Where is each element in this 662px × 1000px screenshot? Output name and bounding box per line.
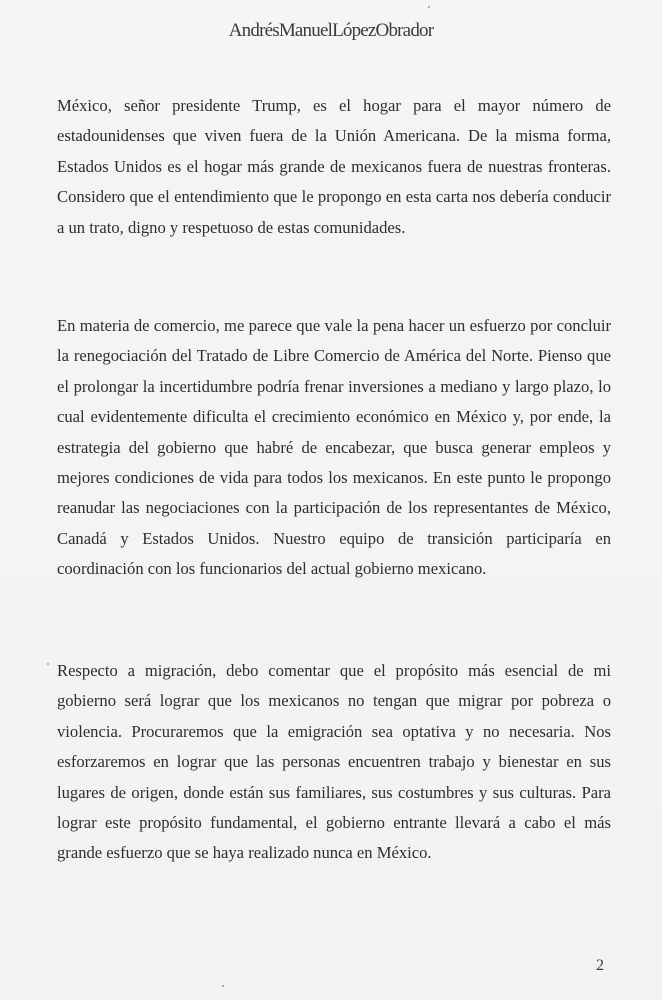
scan-speck — [428, 6, 430, 8]
page-number: 2 — [596, 957, 604, 974]
scan-speck — [47, 663, 49, 665]
page-header-author: AndrésManuelLópezObrador — [228, 20, 434, 41]
paragraph-intro: México, señor presidente Trump, es el hogar para el mayor número de estadounidenses que viven fuera de la Unión Americana. De la misma forma, Estados Unidos es el hogar más grande de mexicanos fuera de nuestras fronteras. Considero que el entendimiento que le propongo en esta carta nos debería conducir a un trato, digno y respetuoso de estas comunidades. — [57, 96, 611, 237]
paragraph-migration: Respecto a migración, debo comentar que el propósito más esencial de mi gobierno será lograr que los mexicanos no tengan que migrar por pobreza o violencia. Procuraremos que la emigración sea optativa y no necesaria. Nos esforzaremos en lograr que las personas encuentren trabajo y bienestar en sus lugares de origen, donde están sus familiares, sus costumbres y sus culturas. Para lograr este propósito fundamental, el gobierno entrante llevará a cabo el más grande esfuerzo que se haya realizado nunca en México. — [57, 661, 611, 863]
scan-speck — [222, 985, 224, 987]
paragraph-commerce: En materia de comercio, me parece que vale la pena hacer un esfuerzo por concluir la renegociación del Tratado de Libre Comercio de América del Norte. Pienso que el prolongar la incertidumbre podría frenar inversiones a mediano y largo plazo, lo cual evidentemente dificulta el crecimiento económico en México y, por ende, la estrategia del gobierno que habré de encabezar, que busca generar empleos y mejores condiciones de vida para todos los mexicanos. En este punto le propongo reanudar las negociaciones con la participación de los representantes de México, Canadá y Estados Unidos. Nuestro equipo de transición participaría en coordinación con los funcionarios del actual gobierno mexicano. — [57, 316, 611, 579]
